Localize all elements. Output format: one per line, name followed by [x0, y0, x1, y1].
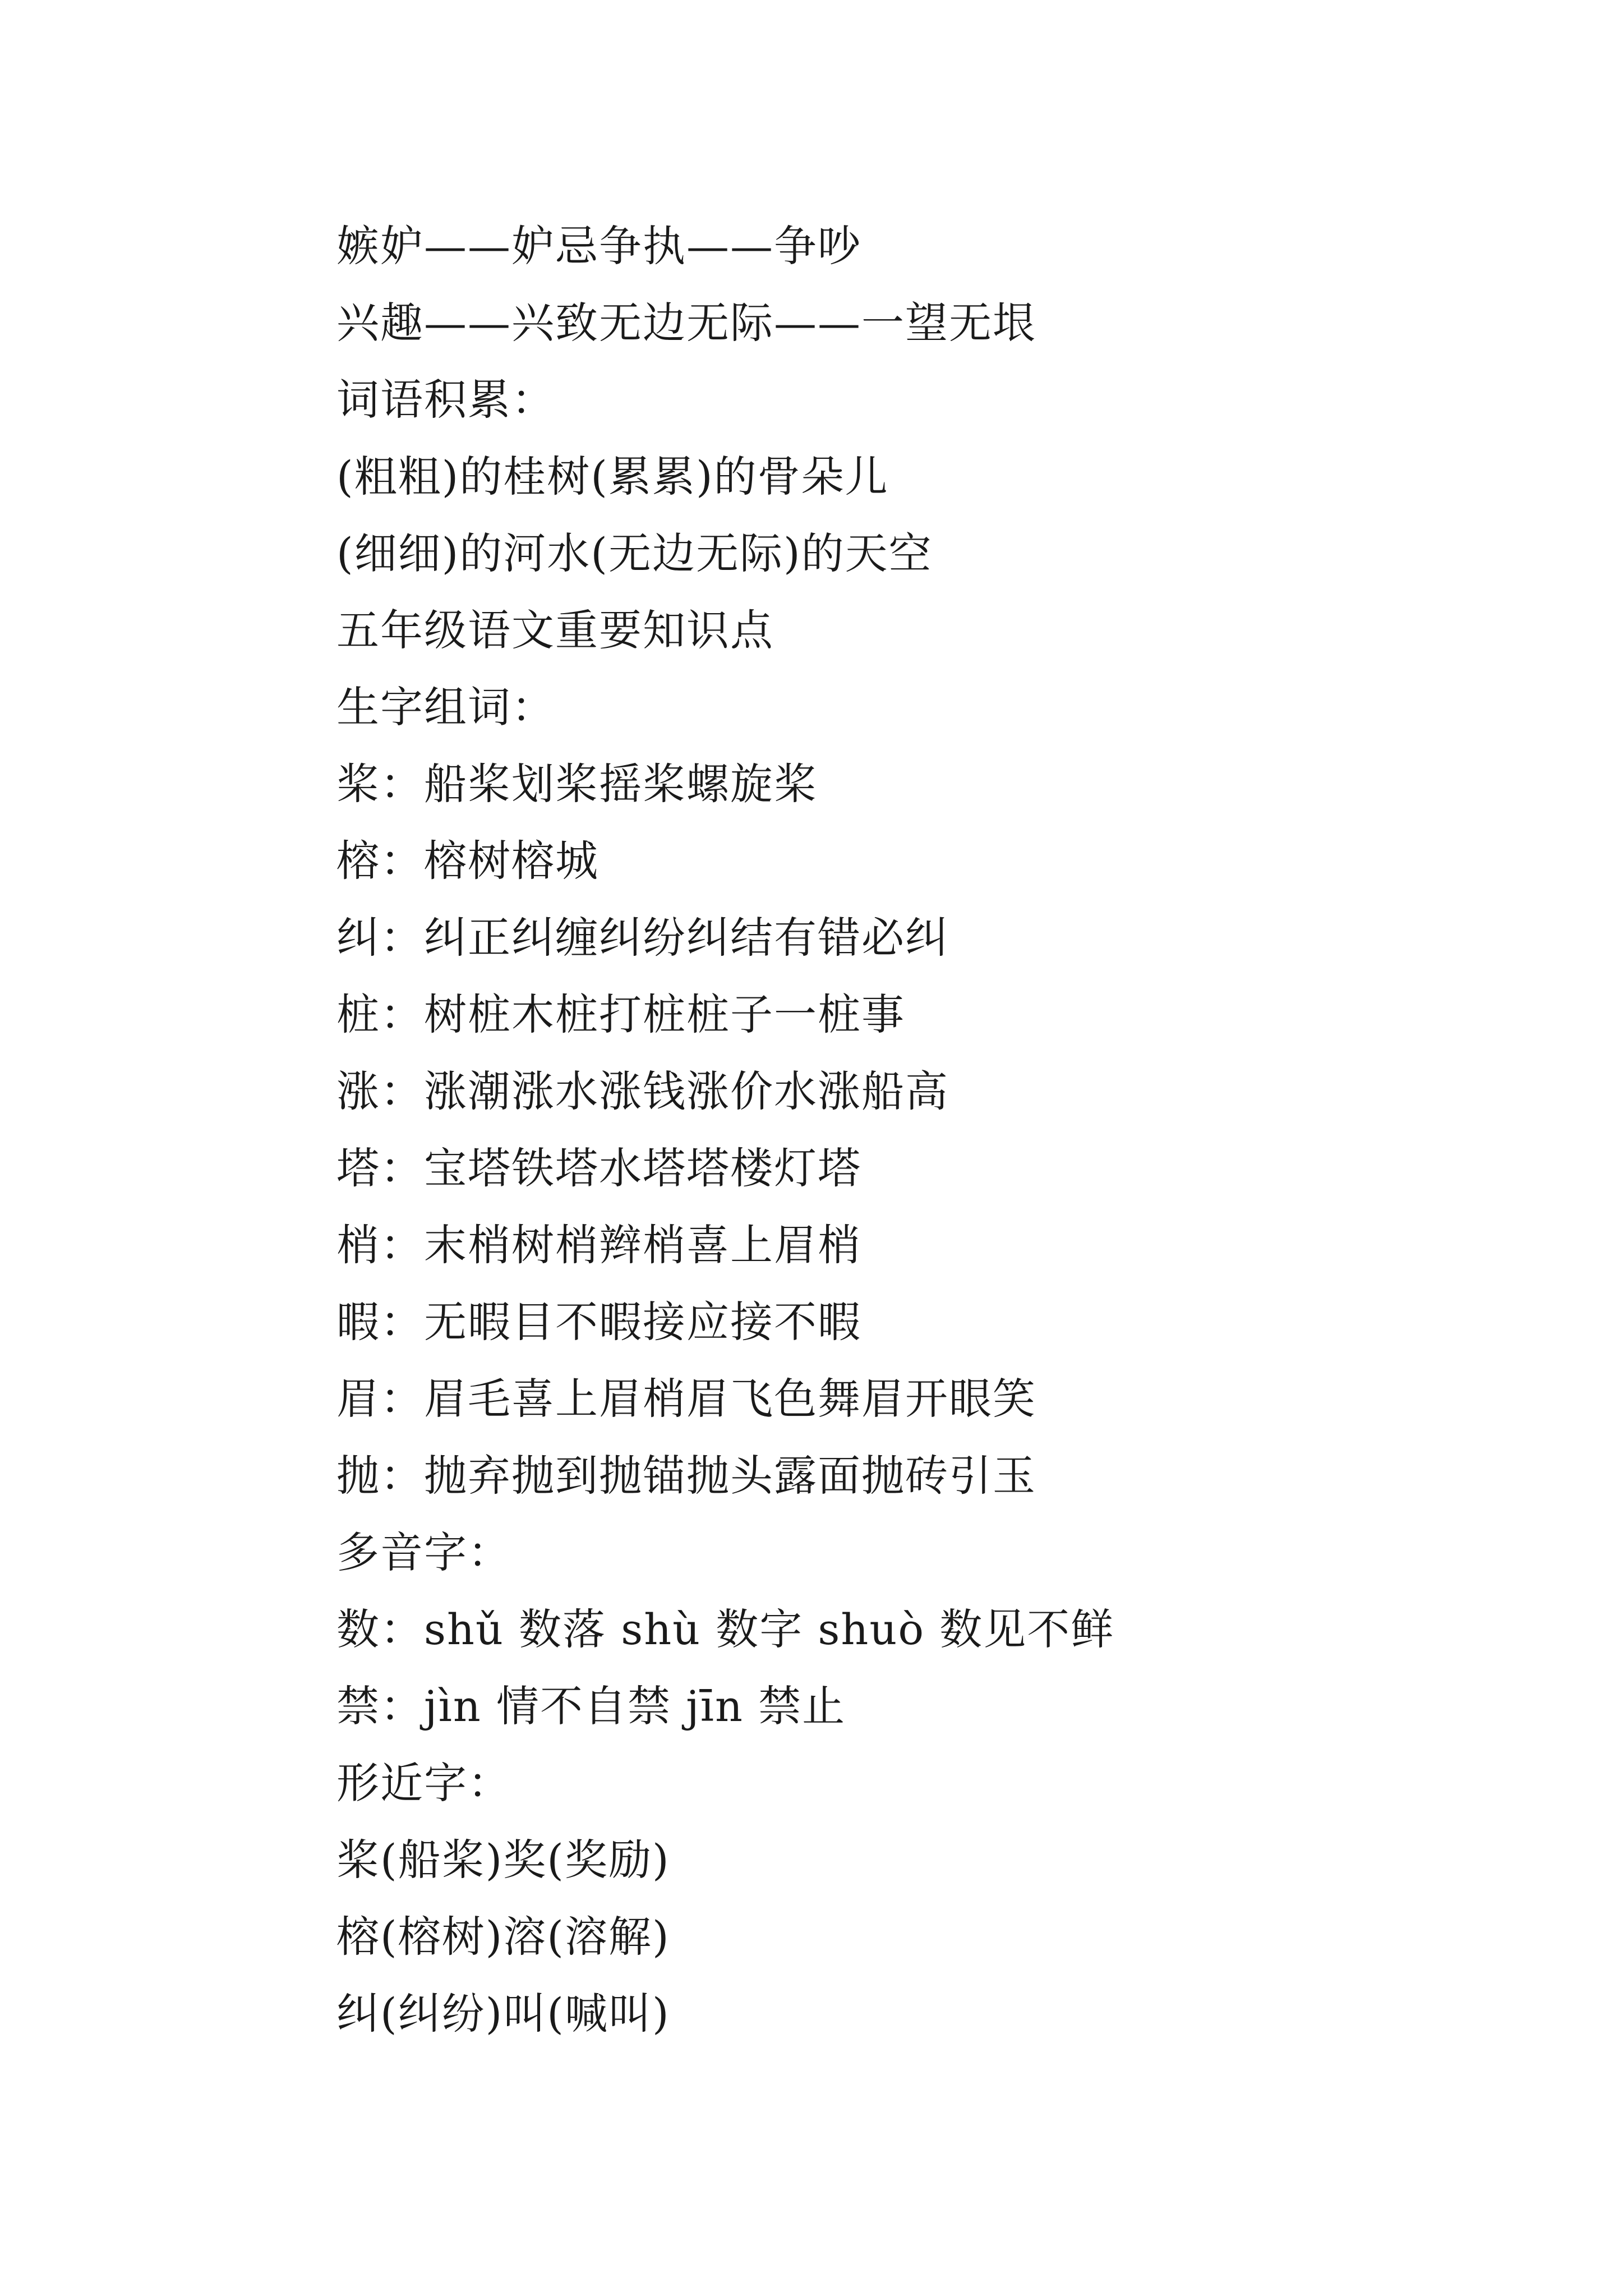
text-line: 禁：jìn 情不自禁 jīn 禁止: [336, 1681, 846, 1731]
text-line: 抛：抛弃抛到抛锚抛头露面抛砖引玉: [336, 1451, 1036, 1501]
text-line: 桨(船桨)奖(奖励): [336, 1835, 670, 1885]
text-line: (粗粗)的桂树(累累)的骨朵儿: [336, 452, 889, 501]
section-heading: 生字组词：: [336, 682, 555, 732]
text-line: 涨：涨潮涨水涨钱涨价水涨船高: [336, 1066, 949, 1116]
text-line: 梢：末梢树梢辫梢喜上眉梢: [336, 1220, 861, 1270]
section-heading: 多音字：: [336, 1527, 511, 1577]
section-heading: 词语积累：: [336, 375, 555, 425]
text-line: 嫉妒——妒忌争执——争吵: [336, 221, 861, 271]
section-heading: 形近字：: [336, 1758, 511, 1808]
text-line: (细细)的河水(无边无际)的天空: [336, 528, 933, 578]
text-line: 纠：纠正纠缠纠纷纠结有错必纠: [336, 913, 949, 963]
text-line: 榕(榕树)溶(溶解): [336, 1912, 670, 1962]
text-line: 桨：船桨划桨摇桨螺旋桨: [336, 759, 818, 809]
text-line: 纠(纠纷)叫(喊叫): [336, 1989, 670, 2039]
text-line: 塔：宝塔铁塔水塔塔楼灯塔: [336, 1143, 861, 1193]
text-line: 暇：无暇目不暇接应接不暇: [336, 1297, 861, 1347]
document-title: 五年级语文重要知识点: [336, 605, 774, 655]
document-body: [336, 208, 1514, 2052]
text-line: 桩：树桩木桩打桩桩子一桩事: [336, 990, 905, 1039]
text-line: 数：shǔ 数落 shù 数字 shuò 数见不鲜: [336, 1604, 1115, 1654]
text-line: 眉：眉毛喜上眉梢眉飞色舞眉开眼笑: [336, 1374, 1036, 1424]
text-line: 榕：榕树榕城: [336, 836, 599, 886]
text-line: 兴趣——兴致无边无际——一望无垠: [336, 298, 1036, 348]
